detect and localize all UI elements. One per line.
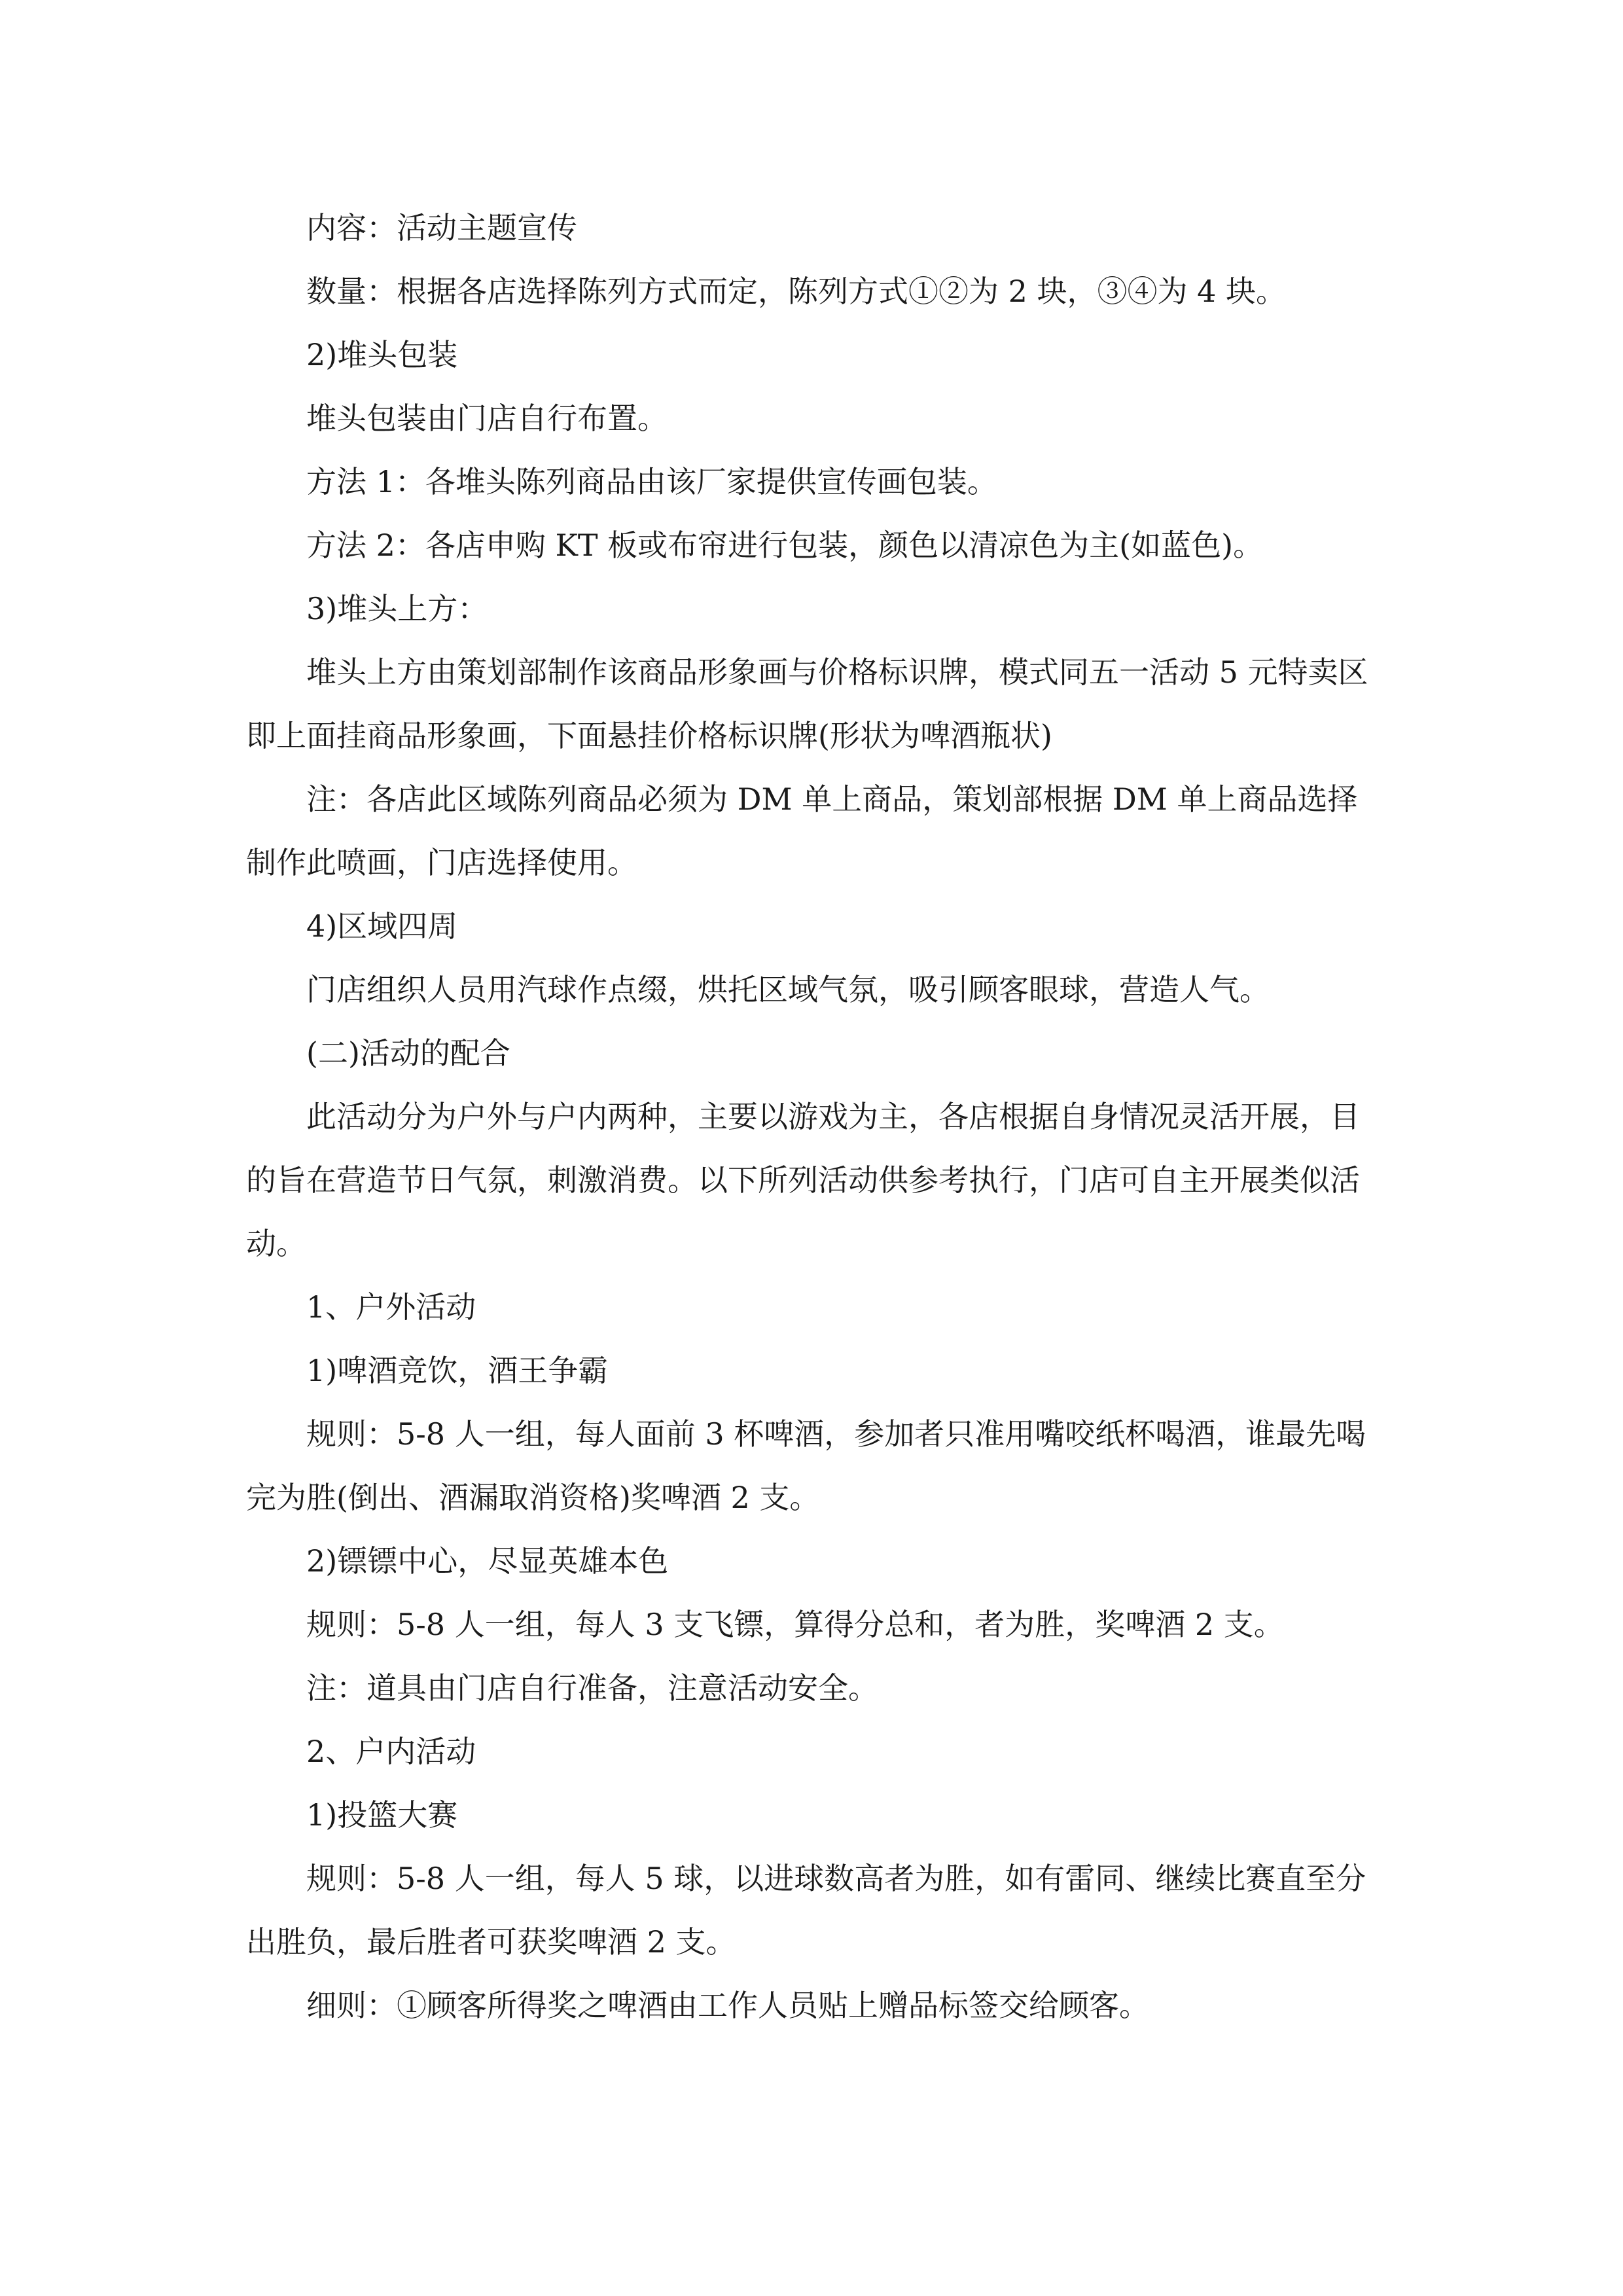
heading-area-surroundings: 4)区域四周 [306,908,458,944]
heading-indoor-activities: 2、户内活动 [306,1734,476,1769]
paragraph-activity-intro: 此活动分为户外与户内两种，主要以游戏为主，各店根据自身情况灵活开展，目的旨在营造节日气氛，刺激消费。以下所列活动供参考执行，门店可自主开展类似活动。 [246,1099,1360,1261]
heading-endcap-packaging: 2)堆头包装 [306,337,458,372]
paragraph-endcap-arranged: 堆头包装由门店自行布置。 [306,401,668,436]
heading-beer-contest: 1)啤酒竞饮，酒王争霸 [306,1353,609,1388]
heading-outdoor-activities: 1、户外活动 [306,1289,476,1325]
paragraph-beer-rules: 规则：5-8 人一组，每人面前 3 杯啤酒，参加者只准用嘴咬纸杯喝酒，谁最先喝完为胜(倒出、酒漏取消资格)奖啤酒 2 支。 [246,1416,1366,1515]
paragraph-darts-rules: 规则：5-8 人一组，每人 3 支飞镖，算得分总和，者为胜，奖啤酒 2 支。 [306,1607,1284,1642]
paragraph-method-2: 方法 2：各店申购 KT 板或布帘进行包装，颜色以清凉色为主(如蓝色)。 [306,528,1264,563]
paragraph-content-theme: 内容：活动主题宣传 [306,210,577,245]
heading-above-endcap: 3)堆头上方： [306,591,488,626]
paragraph-method-1: 方法 1：各堆头陈列商品由该厂家提供宣传画包装。 [306,464,997,499]
document-body [246,196,1378,2037]
heading-darts: 2)镖镖中心，尽显英雄本色 [306,1543,669,1579]
paragraph-props-note: 注：道具由门店自行准备，注意活动安全。 [306,1670,878,1706]
paragraph-basketball-rules: 规则：5-8 人一组，每人 5 球，以进球数高者为胜，如有雷同、继续比赛直至分出胜负，最后胜者可获奖啤酒 2 支。 [246,1861,1366,1960]
heading-basketball: 1)投篮大赛 [306,1797,458,1833]
paragraph-quantity: 数量：根据各店选择陈列方式而定，陈列方式①②为 2 块，③④为 4 块。 [306,274,1287,309]
paragraph-balloons: 门店组织人员用汽球作点缀，烘托区域气氛，吸引顾客眼球，营造人气。 [306,972,1270,1007]
paragraph-above-endcap: 堆头上方由策划部制作该商品形象画与价格标识牌，模式同五一活动 5 元特卖区即上面挂商品形象画，下面悬挂价格标识牌(形状为啤酒瓶状) [246,655,1368,753]
paragraph-details: 细则：①顾客所得奖之啤酒由工作人员贴上赠品标签交给顾客。 [306,1988,1149,2023]
paragraph-note-dm: 注：各店此区域陈列商品必须为 DM 单上商品，策划部根据 DM 单上商品选择制作此喷画，门店选择使用。 [246,781,1358,880]
heading-activity-coordination: (二)活动的配合 [306,1035,510,1071]
